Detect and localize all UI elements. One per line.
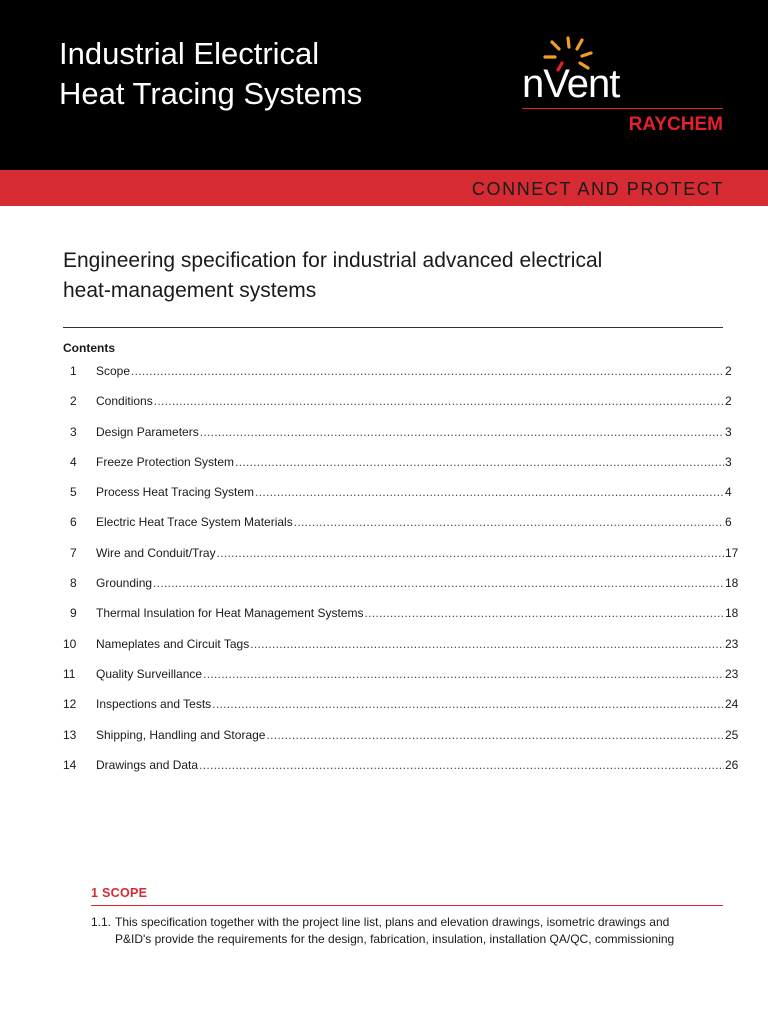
- toc-row[interactable]: [63, 606, 741, 636]
- document-title: [63, 246, 703, 306]
- toc-number: 8: [70, 576, 77, 591]
- toc-leader: [200, 425, 724, 439]
- toc-label: Thermal Insulation for Heat Management Systems: [96, 606, 364, 621]
- document-title-line-1: Engineering specification for industrial advanced electrical: [63, 249, 603, 272]
- toc-number: 14: [63, 757, 77, 772]
- tagline: CONNECT AND PROTECT: [471, 179, 724, 199]
- toc-label: Nameplates and Circuit Tags: [96, 636, 250, 651]
- toc-page: 18: [725, 576, 739, 591]
- toc-page: 2: [725, 394, 732, 409]
- toc-number: 11: [63, 666, 76, 681]
- toc-number: 7: [70, 545, 77, 560]
- toc-label: Electric Heat Trace System Materials: [96, 515, 293, 530]
- toc-page: 18: [725, 606, 739, 621]
- header-banner: [0, 0, 768, 170]
- toc-page: 3: [725, 424, 732, 439]
- toc-label: Drawings and Data: [96, 757, 199, 772]
- toc-page: 6: [725, 515, 732, 530]
- logo-divider: [522, 108, 723, 109]
- toc-label: Grounding: [96, 576, 153, 591]
- toc-page: 24: [725, 697, 739, 712]
- toc-label: Conditions: [96, 394, 153, 409]
- toc-label: Shipping, Handling and Storage: [96, 727, 266, 742]
- document-title-line-2: heat-management systems: [63, 279, 317, 302]
- title-line-2: Heat Tracing Systems: [59, 76, 363, 111]
- toc-number: 1: [70, 364, 77, 378]
- toc-number: 2: [70, 394, 77, 409]
- toc-row[interactable]: [63, 637, 741, 667]
- toc-row[interactable]: [63, 697, 741, 727]
- toc-label: Design Parameters: [96, 424, 199, 439]
- toc-number: 6: [70, 515, 77, 530]
- toc-leader: [212, 697, 724, 711]
- toc-page: 17: [725, 545, 739, 560]
- toc-page: 2: [725, 364, 732, 378]
- toc-row[interactable]: [63, 667, 741, 697]
- paragraph-number: 1.1.: [91, 915, 112, 929]
- toc-row[interactable]: [63, 364, 741, 394]
- toc-leader: [199, 758, 724, 772]
- toc-row[interactable]: [63, 546, 741, 576]
- toc-row[interactable]: [63, 455, 741, 485]
- sub-brand-logo-text: RAYCHEM: [628, 114, 723, 135]
- section-divider: [91, 905, 723, 906]
- paragraph-text-line-2: P&ID's provide the requirements for the design, fabrication, insulation, installation QA/QC, commissioning: [115, 932, 675, 946]
- contents-heading: Contents: [63, 341, 115, 355]
- toc-label: Freeze Protection System: [96, 454, 235, 469]
- toc-number: 3: [70, 424, 77, 439]
- toc-number: 4: [70, 454, 77, 469]
- paragraph-text-line-1: This specification together with the project line list, plans and elevation drawings, isometric drawings and: [115, 915, 670, 929]
- toc-number: 10: [63, 636, 77, 651]
- toc-number: 12: [63, 697, 77, 712]
- toc-page: 4: [725, 485, 732, 500]
- toc-row[interactable]: [63, 758, 741, 788]
- toc-page: 26: [725, 757, 739, 772]
- toc-leader: [364, 606, 724, 620]
- toc-page: 23: [725, 636, 739, 651]
- toc-number: 9: [70, 606, 77, 621]
- toc-number: 5: [70, 485, 77, 500]
- paragraph-line-1: [91, 914, 731, 931]
- toc-page: 3: [725, 454, 732, 469]
- toc-row[interactable]: [63, 728, 741, 758]
- section-paragraph: [91, 914, 731, 948]
- toc-leader: [255, 485, 724, 499]
- toc-label: Scope: [96, 364, 131, 378]
- toc-leader: [266, 728, 724, 742]
- toc-leader: [217, 546, 724, 560]
- toc-row[interactable]: [63, 485, 741, 515]
- toc-row[interactable]: [63, 576, 741, 606]
- page-title: [59, 34, 362, 114]
- toc-row[interactable]: [63, 515, 741, 545]
- toc-page: 25: [725, 727, 739, 742]
- title-divider: [63, 327, 723, 328]
- toc-leader: [131, 364, 724, 378]
- toc-label: Wire and Conduit/Tray: [96, 545, 216, 560]
- toc-leader: [203, 667, 724, 681]
- toc-label: Quality Surveillance: [96, 666, 203, 681]
- title-line-1: Industrial Electrical: [59, 36, 320, 71]
- toc-row[interactable]: [63, 394, 741, 424]
- section-heading: 1 SCOPE: [91, 886, 148, 900]
- toc-number: 13: [63, 727, 77, 742]
- toc-page: 23: [725, 666, 739, 681]
- toc-leader: [153, 576, 724, 590]
- toc-leader: [250, 637, 724, 651]
- toc-leader: [235, 455, 724, 469]
- toc-label: Process Heat Tracing System: [96, 485, 255, 500]
- toc-row[interactable]: [63, 425, 741, 455]
- toc-leader: [154, 394, 724, 408]
- toc-label: Inspections and Tests: [96, 697, 212, 712]
- brand-logo-text: nVent: [522, 62, 620, 106]
- toc-leader: [294, 515, 724, 529]
- table-of-contents: [63, 364, 741, 788]
